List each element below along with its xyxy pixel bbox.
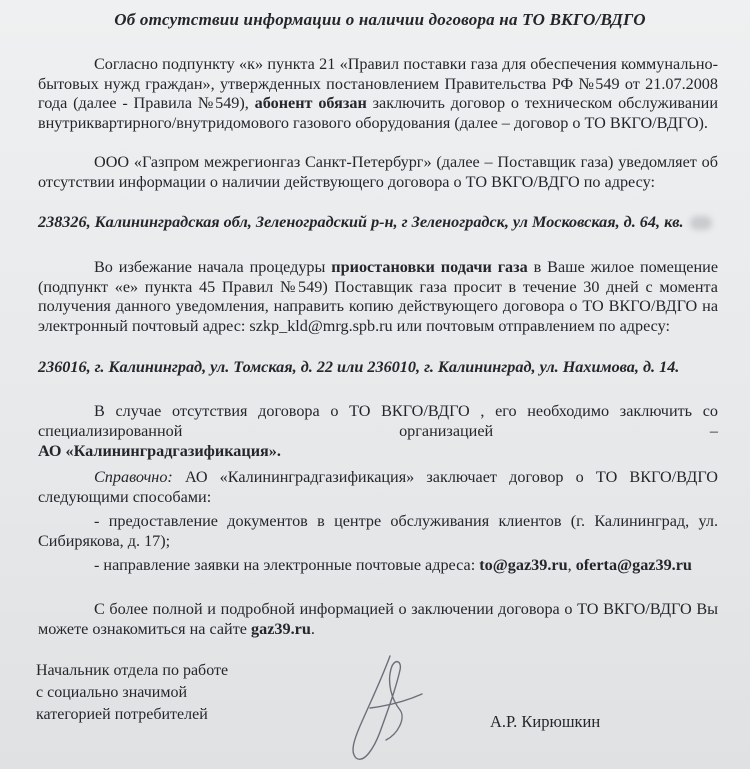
paragraph-suspension: [38, 258, 718, 336]
p3-text-after: в Ваше жилое помещение (подпункт «е» пункта 45 Правил №549) Поставщик газа просит в течение 30 дней с момента получения данного уведомления, направить копию действующего договора о ТО ВКГО/ВДГО на электронный почтовый адрес: szkp_kld@mrg.spb.ru или почтовым отправлением по адресу:: [38, 258, 718, 335]
list-item-office: - предоставление документов в центре обслуживания клиентов (г. Калининград, ул. Сибирякова, д. 17);: [38, 512, 718, 550]
reference-text: АО «Калининградгазификация» заключает договор о ТО ВКГО/ВДГО следующими способами:: [38, 468, 718, 506]
redacted-mark: [690, 216, 712, 230]
p1-text-after: заключить договор о техническом обслуживании внутриквартирного/внутридомового газового оборудования (далее – договор о ТО ВКГО/ВДГО).: [38, 94, 719, 132]
p1-bold: абонент обязан: [254, 94, 367, 113]
document-title: Об отсутствии информации о наличии договора на ТО ВКГО/ВДГО: [114, 10, 646, 29]
paragraph-notice: ООО «Газпром межрегионгаз Санкт-Петербург» (далее – Поставщик газа) уведомляет об отсутствии информации о наличии действующего договора о ТО ВКГО/ВДГО по адресу:: [38, 153, 718, 191]
paragraph-site: [38, 600, 718, 639]
site-link[interactable]: gaz39.ru: [251, 619, 311, 638]
signatory-position: [36, 660, 228, 726]
email-separator: ,: [567, 556, 576, 574]
list-item2-text: - направление заявки на электронные почтовые адреса:: [94, 556, 480, 574]
position-line-2: с социально значимой: [36, 684, 188, 701]
address-block: [38, 213, 718, 233]
position-line-1: Начальник отдела по работе: [36, 662, 229, 679]
email-link-to[interactable]: to@gaz39.ru: [479, 556, 568, 574]
p3-text-before: Во избежание начала процедуры: [94, 258, 332, 276]
postal-address: 236016, г. Калининград, ул. Томская, д. 22 или 236010, г. Калининград, ул. Нахимова, д. 14.: [38, 358, 680, 376]
p3-bold: приостановки подачи газа: [331, 258, 528, 276]
site-end: .: [310, 619, 315, 638]
paragraph-contract: В случае отсутствия договора о ТО ВКГО/ВДГО , его необходимо заключить со специализированной организацией –: [38, 402, 718, 440]
site-text: С более полной и подробной информацией о заключении договора о ТО ВКГО/ВДГО Вы можете ознакомиться на сайте: [38, 600, 718, 638]
paragraph-rules: [38, 55, 718, 133]
email-link-oferta[interactable]: oferta@gaz39.ru: [575, 556, 692, 574]
org-name: АО «Калининградгазификация».: [38, 442, 281, 460]
address-text: 238326, Калининградская обл, Зеленоградский р-н, г Зеленоградск, ул Московская, д. 64, кв.: [38, 213, 684, 231]
p1-text-before: Согласно подпункту «к» пункта 21 «Правил поставки газа для обеспечения коммунально-бытовых нужд граждан», утвержденных постановлением Правительства РФ №549 от 21.07.2008 года (далее - Правила №549),: [38, 55, 718, 113]
position-line-3: категорией потребителей: [36, 706, 208, 723]
list-item-email: [38, 556, 718, 576]
signatory-name: А.Р. Кирюшкин: [490, 712, 601, 731]
reference-label: Справочно:: [94, 468, 173, 486]
paragraph-reference: [38, 468, 718, 507]
handwritten-signature: [330, 648, 460, 766]
